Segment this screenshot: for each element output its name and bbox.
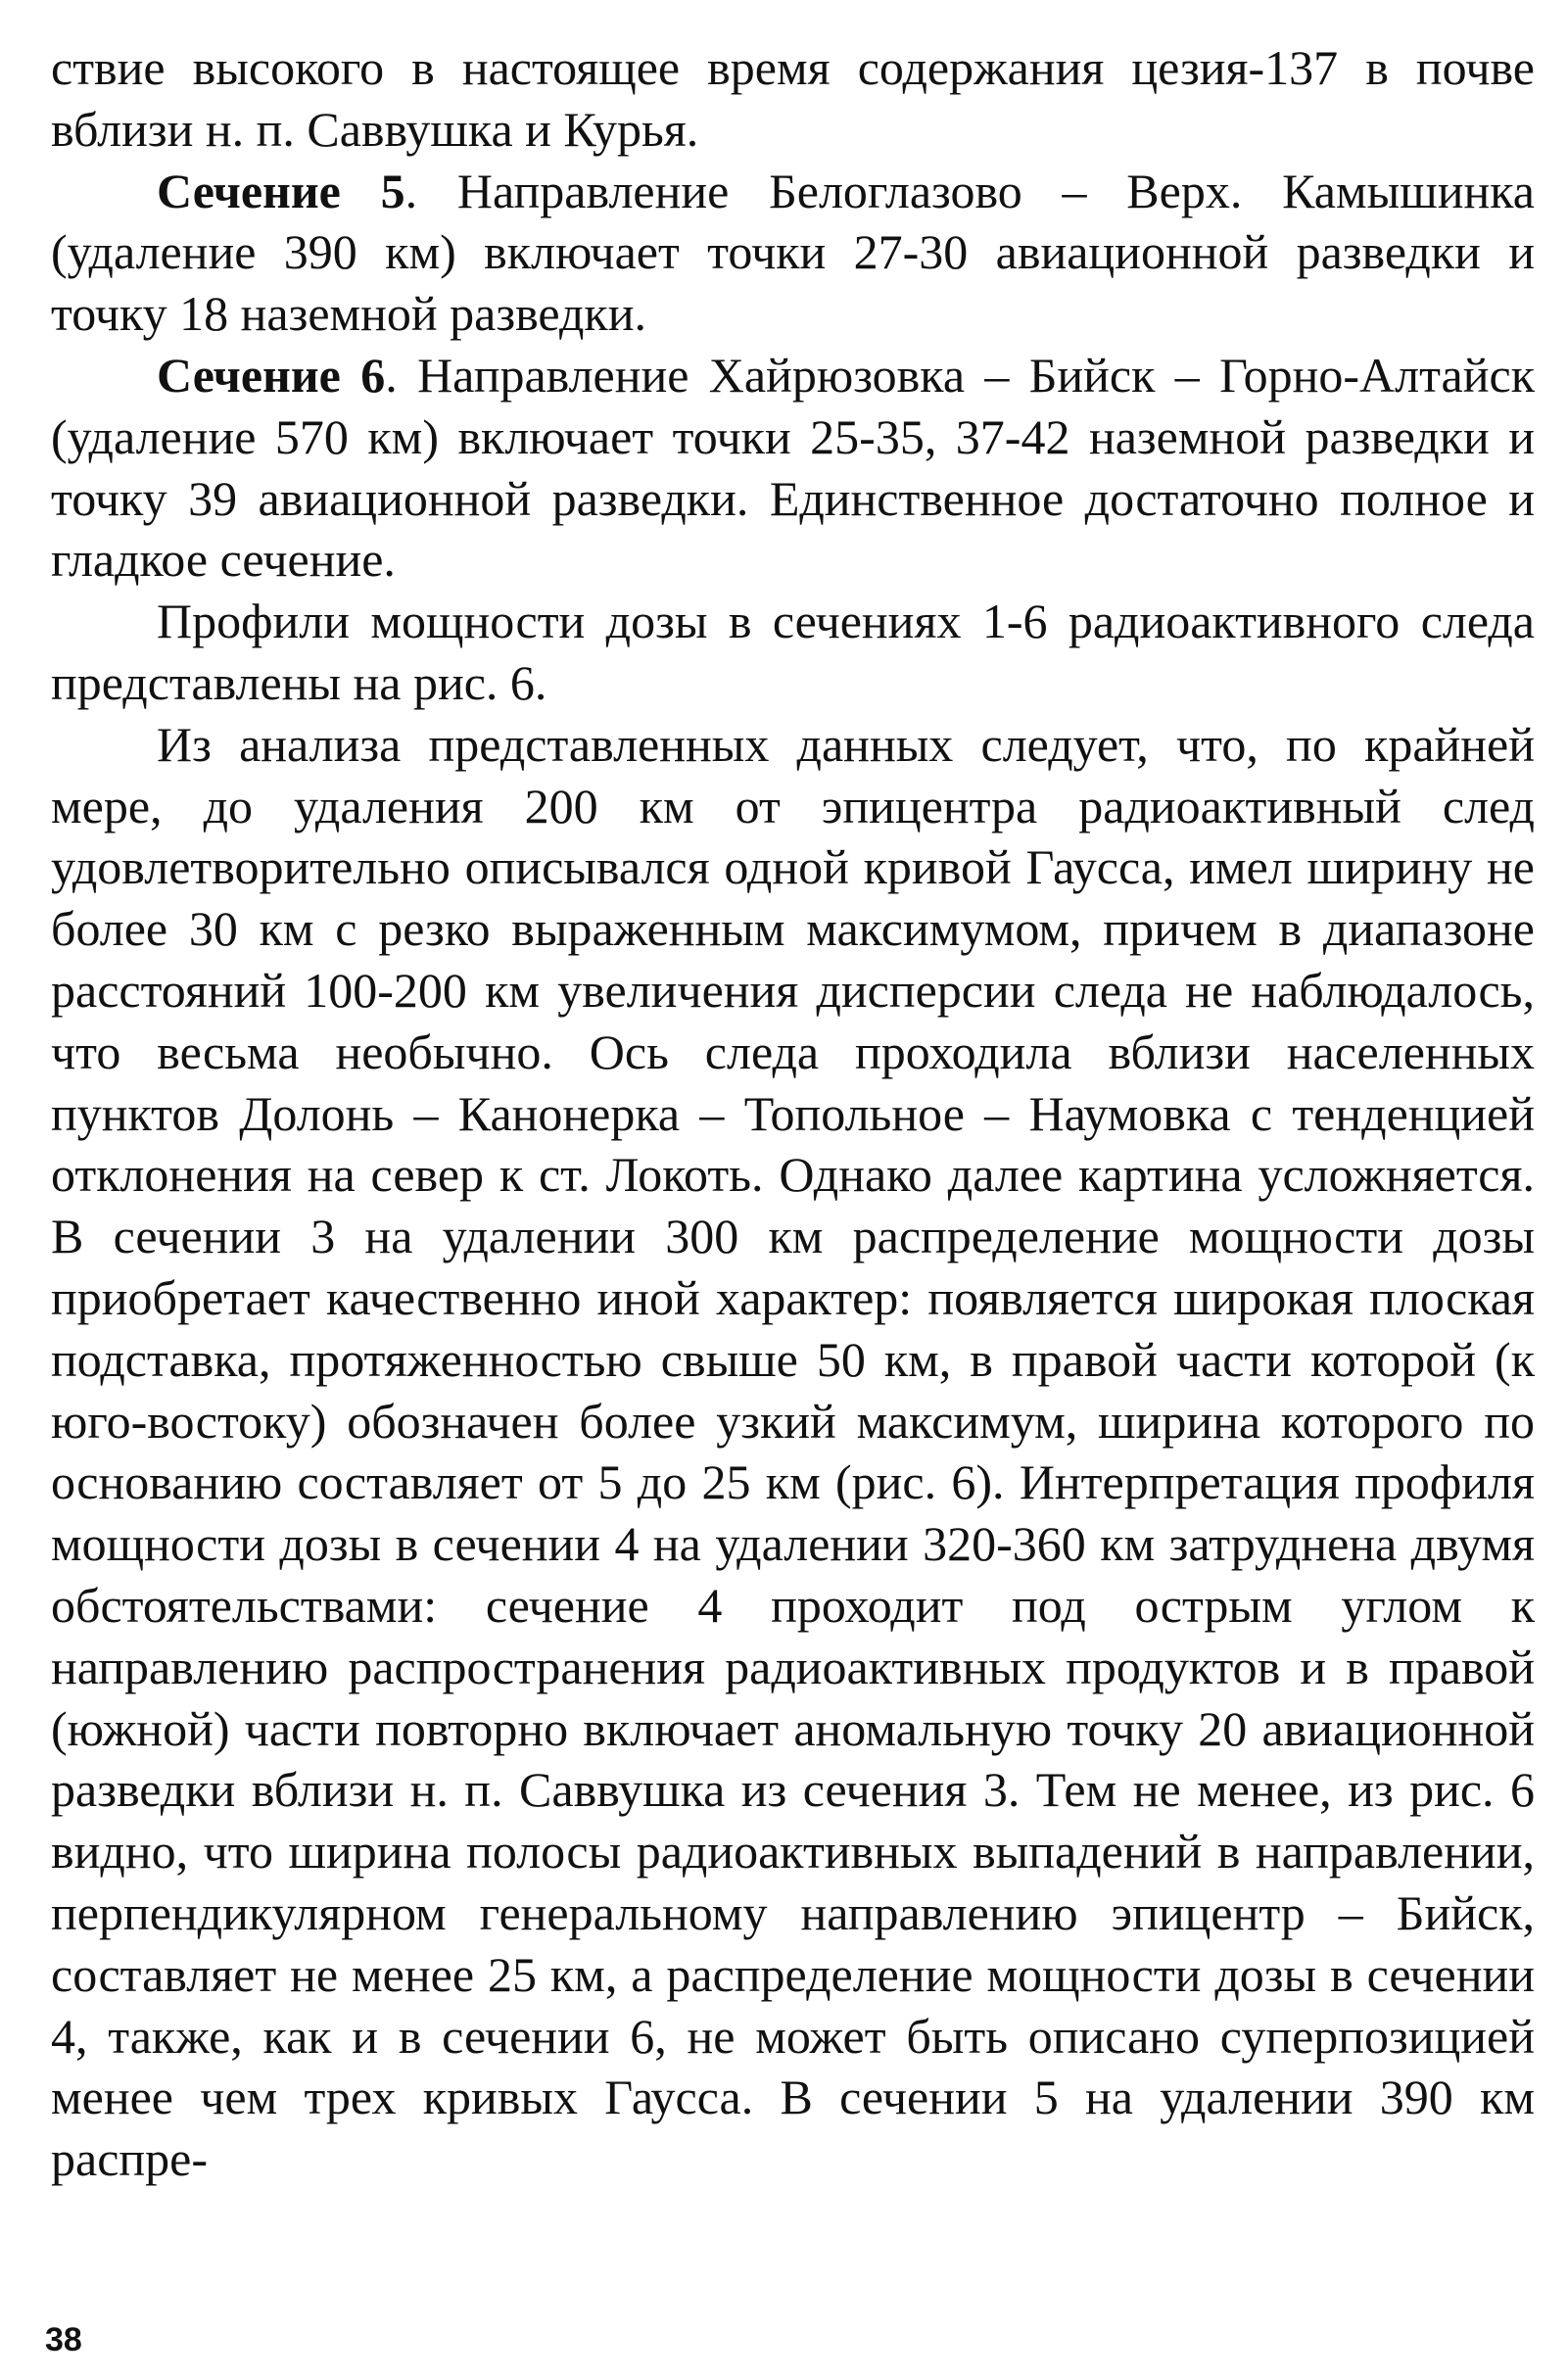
- page-body: [51, 37, 1535, 2190]
- paragraph-continuation: ствие высокого в настоящее время содержания цезия-137 в почве вблизи н. п. Саввушка и Курья.: [51, 40, 1535, 157]
- section-6-heading: Сечение 6: [157, 347, 386, 403]
- paragraph-section-6: [51, 345, 1535, 591]
- section-5-text: . Направление Белоглазово – Верх. Камышинка (удаление 390 км) включает точки 27-30 авиационной разведки и точку 18 наземной разведки.: [51, 163, 1535, 342]
- paragraph-profiles: Профили мощности дозы в сечениях 1-6 радиоактивного следа представлены на рис. 6.: [51, 594, 1535, 710]
- section-5-heading: Сечение 5: [157, 163, 405, 218]
- paragraph-analysis: Из анализа представленных данных следует, что, по крайней мере, до удаления 200 км от эпицентра радиоактивный след удовлетворительно описывался одной кривой Гаусса, имел ширину не более 30 км с резко выраженным максимумом, причем в диапазоне расстояний 100-200 км увеличения дисперсии следа не наблюдалось, что весьма необычно. Ось следа проходила вблизи населенных пунктов Долонь – Канонерка – Топольное – Наумовка с тенденцией отклонения на север к ст. Локоть. Однако далее картина усложняется. В сечении 3 на удалении 300 км распределение мощности дозы приобретает качественно иной характер: появляется широкая плоская подставка, протяженностью свыше 50 км, в правой части которой (к юго-востоку) обозначен более узкий максимум, ширина которого по основанию составляет от 5 до 25 км (рис. 6). Интерпретация профиля мощности дозы в сечении 4 на удалении 320-360 км затруднена двумя обстоятельствами: сечение 4 проходит под острым углом к направлению распространения радиоактивных продуктов и в правой (южной) части повторно включает аномальную точку 20 авиационной разведки вблизи н. п. Саввушка из сечения 3. Тем не менее, из рис. 6 видно, что ширина полосы радиоактивных выпадений в направлении, перпендикулярном генеральному направлению эпицентр – Бийск, составляет не менее 25 км, а распределение мощности дозы в сечении 4, также, как и в сечении 6, не может быть описано суперпозицией менее чем трех кривых Гаусса. В сечении 5 на удалении 390 км распре-: [51, 716, 1535, 2187]
- paragraph-section-5: [51, 161, 1535, 345]
- section-6-text: . Направление Хайрюзовка – Бийск – Горно-Алтайск (удаление 570 км) включает точки 25-35, 37-42 наземной разведки и точку 39 авиационной разведки. Единственное достаточно полное и гладкое сечение.: [51, 347, 1535, 588]
- page-number: 38: [45, 2321, 82, 2358]
